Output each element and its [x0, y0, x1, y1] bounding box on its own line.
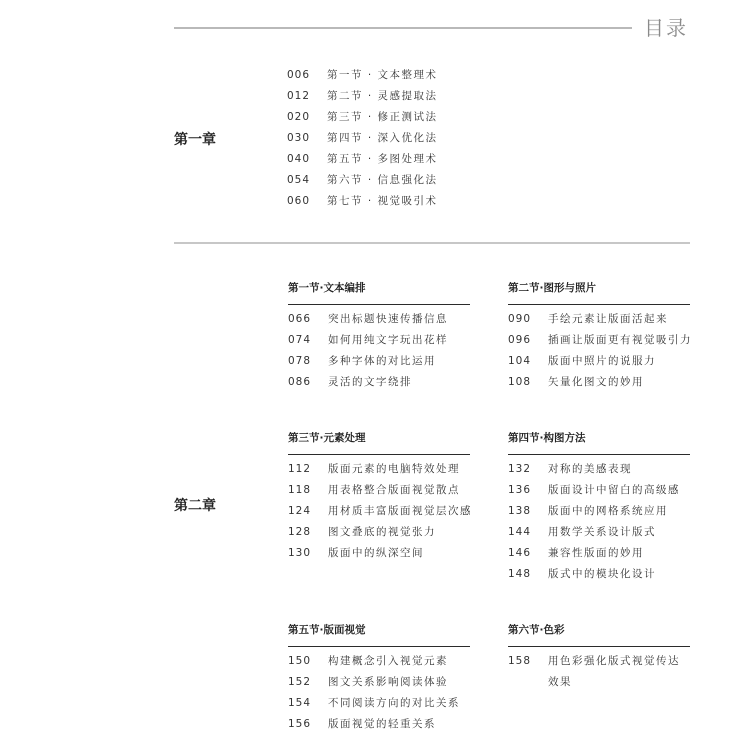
entry-title: 第一节 · 文本整理术 — [327, 69, 438, 81]
entry-title: 矢量化图文的妙用 — [548, 376, 644, 388]
toc-entry[interactable] — [508, 372, 690, 393]
entry-title: 灵活的文字绕排 — [328, 376, 412, 388]
page-number: 136 — [508, 484, 532, 496]
entry-title: 图文叠底的视觉张力 — [328, 526, 436, 538]
entry-title: 第六节 · 信息强化法 — [327, 174, 438, 186]
toc-entry[interactable] — [508, 543, 690, 564]
page-number: 148 — [508, 568, 532, 580]
page-number: 030 — [287, 132, 311, 144]
toc-entry[interactable] — [288, 372, 470, 393]
entry-title: 第四节 · 深入优化法 — [327, 132, 438, 144]
entry-title: 手绘元素让版面活起来 — [548, 313, 668, 325]
section-graphics-photos — [508, 281, 690, 393]
toc-entry[interactable] — [288, 522, 470, 543]
toc-entry[interactable] — [508, 459, 690, 480]
page-number: 012 — [287, 90, 311, 102]
toc-entry[interactable] — [288, 651, 470, 672]
toc-entry[interactable] — [288, 714, 470, 735]
section-heading: 第五节·版面视觉 — [288, 624, 366, 636]
toc-entry[interactable] — [287, 191, 438, 212]
page-number: 090 — [508, 313, 532, 325]
toc-entry[interactable] — [288, 351, 470, 372]
page-number: 066 — [288, 313, 312, 325]
section-heading: 第一节·文本编排 — [288, 282, 366, 294]
toc-entry[interactable] — [508, 651, 690, 693]
entry-title: 用数学关系设计版式 — [548, 526, 656, 538]
toc-entry[interactable] — [288, 693, 470, 714]
toc-entry[interactable] — [288, 672, 470, 693]
section-rule — [288, 454, 470, 455]
entry-title: 突出标题快速传播信息 — [328, 313, 448, 325]
page-number: 152 — [288, 676, 312, 688]
section-entries — [288, 651, 470, 735]
toc-entry[interactable] — [287, 107, 438, 128]
page-number: 104 — [508, 355, 532, 367]
entry-title: 第三节 · 修正测试法 — [327, 111, 438, 123]
entry-title: 版式中的模块化设计 — [548, 568, 656, 580]
page-number: 146 — [508, 547, 532, 559]
toc-entry[interactable] — [288, 480, 470, 501]
toc-entry[interactable] — [508, 351, 690, 372]
entry-title: 版面中照片的说服力 — [548, 355, 656, 367]
chapter-1-entries — [287, 65, 438, 212]
page-number: 144 — [508, 526, 532, 538]
section-heading: 第四节·构图方法 — [508, 432, 586, 444]
entry-title: 图文关系影响阅读体验 — [328, 676, 448, 688]
entry-title: 版面元素的电脑特效处理 — [328, 463, 460, 475]
entry-title: 第二节 · 灵感提取法 — [327, 90, 438, 102]
entry-title: 版面设计中留白的高级感 — [548, 484, 680, 496]
page-number: 108 — [508, 376, 532, 388]
entry-title: 不同阅读方向的对比关系 — [328, 697, 460, 709]
entry-title: 对称的美感表现 — [548, 463, 632, 475]
toc-entry[interactable] — [287, 149, 438, 170]
toc-entry[interactable] — [508, 480, 690, 501]
toc-entry[interactable] — [508, 501, 690, 522]
section-rule — [508, 454, 690, 455]
toc-entry[interactable] — [288, 309, 470, 330]
section-entries — [288, 309, 470, 393]
toc-entry[interactable] — [287, 65, 438, 86]
toc-entry[interactable] — [508, 564, 690, 585]
section-element-processing — [288, 431, 470, 564]
page-number: 060 — [287, 195, 311, 207]
section-entries — [508, 309, 690, 393]
entry-title: 如何用纯文字玩出花样 — [328, 334, 448, 346]
page-number: 112 — [288, 463, 312, 475]
toc-entry[interactable] — [508, 309, 690, 330]
page-number: 020 — [287, 111, 311, 123]
entry-title: 兼容性版面的妙用 — [548, 547, 644, 559]
page-number: 118 — [288, 484, 312, 496]
toc-entry[interactable] — [287, 170, 438, 191]
entry-title: 用色彩强化版式视觉传达效果 — [548, 655, 680, 688]
page-number: 156 — [288, 718, 312, 730]
page-number: 130 — [288, 547, 312, 559]
page-number: 128 — [288, 526, 312, 538]
page-number: 150 — [288, 655, 312, 667]
page-number: 040 — [287, 153, 311, 165]
page-number: 158 — [508, 655, 532, 667]
section-rule — [288, 304, 470, 305]
page-number: 096 — [508, 334, 532, 346]
toc-entry[interactable] — [288, 501, 470, 522]
entry-title: 第七节 · 视觉吸引术 — [327, 195, 438, 207]
section-composition-methods — [508, 431, 690, 585]
page-number: 054 — [287, 174, 311, 186]
section-color — [508, 623, 690, 693]
section-entries — [288, 459, 470, 564]
entry-title: 用材质丰富版面视觉层次感 — [328, 505, 472, 517]
section-rule — [508, 304, 690, 305]
toc-entry[interactable] — [288, 543, 470, 564]
toc-entry[interactable] — [287, 128, 438, 149]
header-rule — [174, 27, 632, 29]
entry-title: 版面中的纵深空间 — [328, 547, 424, 559]
entry-title: 第五节 · 多图处理术 — [327, 153, 438, 165]
section-heading: 第六节·色彩 — [508, 624, 565, 636]
section-heading: 第二节·图形与照片 — [508, 282, 596, 294]
toc-entry[interactable] — [288, 330, 470, 351]
entry-title: 用表格整合版面视觉散点 — [328, 484, 460, 496]
chapter-1-label: 第一章 — [174, 132, 216, 148]
entry-title: 构建概念引入视觉元素 — [328, 655, 448, 667]
section-heading: 第三节·元素处理 — [288, 432, 366, 444]
section-entries — [508, 651, 690, 693]
section-text-layout — [288, 281, 470, 393]
section-rule — [508, 646, 690, 647]
page-number: 154 — [288, 697, 312, 709]
section-rule — [288, 646, 470, 647]
page-title: 目录 — [644, 16, 688, 40]
toc-entry[interactable] — [508, 330, 690, 351]
page-number: 074 — [288, 334, 312, 346]
section-entries — [508, 459, 690, 585]
section-layout-visuals — [288, 623, 470, 735]
page-number: 086 — [288, 376, 312, 388]
chapter-2-label: 第二章 — [174, 498, 216, 514]
page-number: 078 — [288, 355, 312, 367]
chapter-divider — [174, 242, 690, 244]
page-number: 124 — [288, 505, 312, 517]
entry-title: 版面视觉的轻重关系 — [328, 718, 436, 730]
page-number: 138 — [508, 505, 532, 517]
entry-title: 版面中的网格系统应用 — [548, 505, 668, 517]
toc-entry[interactable] — [287, 86, 438, 107]
page-number: 132 — [508, 463, 532, 475]
toc-entry[interactable] — [288, 459, 470, 480]
page-number: 006 — [287, 69, 311, 81]
toc-entry[interactable] — [508, 522, 690, 543]
entry-title: 多种字体的对比运用 — [328, 355, 436, 367]
entry-title: 插画让版面更有视觉吸引力 — [548, 334, 692, 346]
